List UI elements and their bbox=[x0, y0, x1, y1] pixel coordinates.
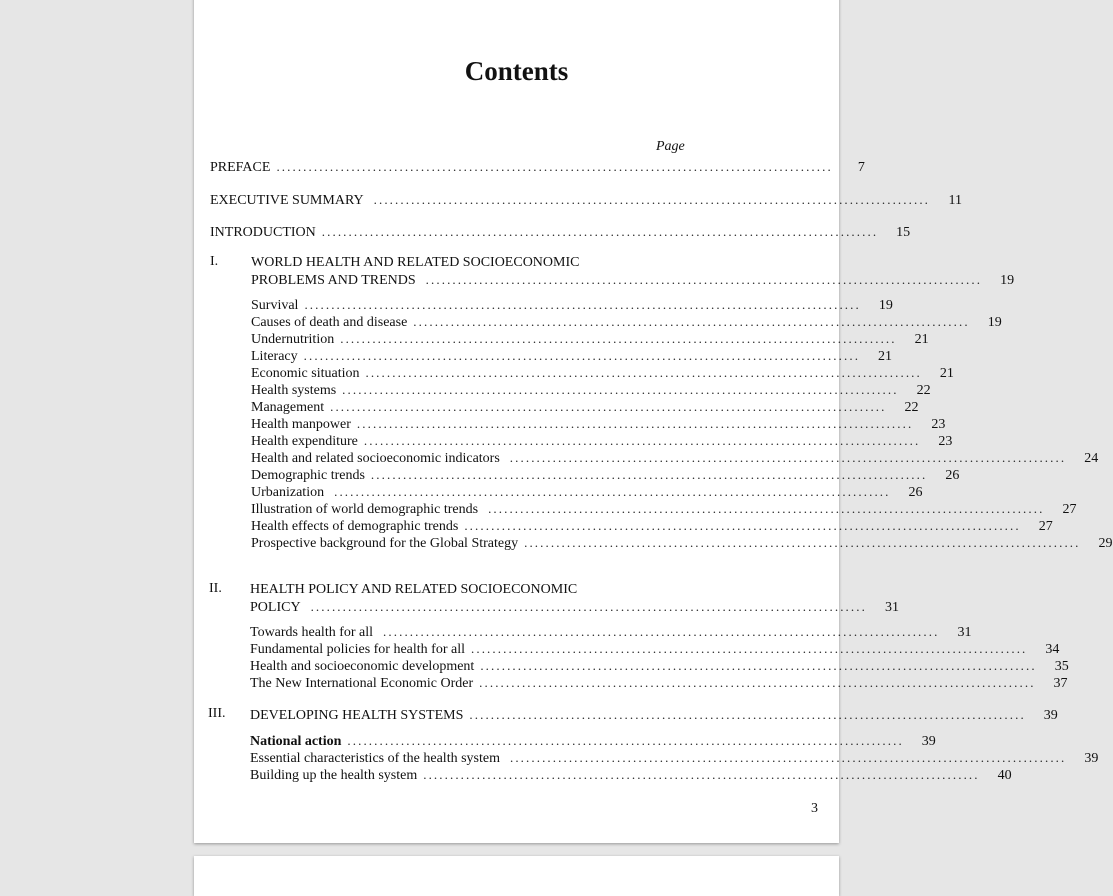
toc-entry-label: Literacy bbox=[251, 349, 298, 364]
next-page bbox=[194, 856, 839, 896]
toc-entry-page: 39 bbox=[1084, 751, 1099, 766]
leader-dots: ........................................................................................................ bbox=[464, 518, 1021, 533]
leader-dots: ........................................................................................................ bbox=[524, 535, 1081, 550]
toc-entry-label: Causes of death and disease bbox=[251, 315, 408, 330]
leader-dots: ........................................................................................................ bbox=[469, 707, 1026, 722]
toc-entry[interactable] bbox=[251, 364, 954, 382]
toc-entry-label: Economic situation bbox=[251, 366, 360, 381]
toc-entry-page: 39 bbox=[1043, 708, 1058, 723]
leader-dots: ........................................................................................................ bbox=[373, 192, 931, 207]
toc-entry-label: Management bbox=[251, 400, 325, 415]
toc-entry-executive-summary[interactable] bbox=[210, 191, 963, 209]
toc-entry-label: Undernutrition bbox=[251, 332, 335, 347]
toc-entry-label: Health and related socioeconomic indicators bbox=[251, 451, 500, 466]
toc-entry[interactable] bbox=[251, 398, 919, 416]
leader-dots: ........................................................................................................ bbox=[488, 501, 1045, 516]
toc-entry-label: Towards health for all bbox=[250, 625, 374, 640]
toc-entry-page: 21 bbox=[939, 366, 954, 381]
leader-dots: ........................................................................................................ bbox=[276, 159, 833, 174]
section-title: HEALTH POLICY AND RELATED SOCIOECONOMIC bbox=[250, 582, 578, 597]
leader-dots: ........................................................................................................ bbox=[304, 297, 861, 312]
toc-entry-label: Health and socioeconomic development bbox=[250, 659, 475, 674]
leader-dots: ........................................................................................................ bbox=[509, 450, 1067, 465]
toc-entry-label: Fundamental policies for health for all bbox=[250, 642, 465, 657]
section-heading-entry[interactable] bbox=[251, 271, 1015, 289]
leader-dots: ........................................................................................................ bbox=[471, 641, 1028, 656]
leader-dots: ........................................................................................................ bbox=[425, 272, 983, 287]
leader-dots: ........................................................................................................ bbox=[383, 624, 940, 639]
leader-dots: ........................................................................................................ bbox=[334, 484, 891, 499]
toc-entry[interactable] bbox=[250, 657, 1069, 675]
toc-entry-label: DEVELOPING HEALTH SYSTEMS bbox=[250, 708, 464, 723]
toc-entry-page: 26 bbox=[945, 468, 960, 483]
leader-dots: ........................................................................................................ bbox=[365, 365, 922, 380]
toc-entry-label: PREFACE bbox=[210, 160, 271, 175]
toc-entry-page: 22 bbox=[916, 383, 931, 398]
toc-entry[interactable] bbox=[251, 500, 1077, 518]
section-heading-entry[interactable] bbox=[250, 598, 899, 616]
toc-entry[interactable] bbox=[250, 674, 1068, 692]
leader-dots: ........................................................................................................ bbox=[342, 382, 899, 397]
toc-entry-page: 19 bbox=[878, 298, 893, 313]
toc-entry-label: Urbanization bbox=[251, 485, 325, 500]
toc-entry[interactable] bbox=[250, 732, 936, 750]
leader-dots: ........................................................................................................ bbox=[363, 433, 921, 448]
leader-dots: ........................................................................................................ bbox=[321, 224, 879, 239]
toc-entry-label: Health expenditure bbox=[251, 434, 358, 449]
section-numeral: II. bbox=[209, 581, 222, 596]
toc-entry[interactable] bbox=[251, 483, 923, 501]
toc-entry-label: PROBLEMS AND TRENDS bbox=[251, 273, 416, 288]
toc-entry-label: Essential characteristics of the health system bbox=[250, 751, 500, 766]
toc-entry-page: 31 bbox=[884, 600, 899, 615]
toc-entry-label: Health manpower bbox=[251, 417, 351, 432]
leader-dots: ........................................................................................................ bbox=[330, 399, 887, 414]
leader-dots: ........................................................................................................ bbox=[413, 314, 970, 329]
toc-entry-preface[interactable] bbox=[210, 158, 865, 176]
section-title: WORLD HEALTH AND RELATED SOCIOECONOMIC bbox=[251, 255, 580, 270]
toc-entry-label: Demographic trends bbox=[251, 468, 365, 483]
toc-entry-label: Illustration of world demographic trends bbox=[251, 502, 479, 517]
toc-entry-page: 24 bbox=[1084, 451, 1099, 466]
toc-entry[interactable] bbox=[251, 466, 960, 484]
toc-entry-label: Survival bbox=[251, 298, 299, 313]
toc-entry[interactable] bbox=[251, 381, 931, 399]
leader-dots: ........................................................................................................ bbox=[423, 767, 980, 782]
toc-entry-label: The New International Economic Order bbox=[250, 676, 474, 691]
toc-entry-page: 27 bbox=[1062, 502, 1077, 517]
leader-dots: ........................................................................................................ bbox=[480, 658, 1037, 673]
document-page bbox=[194, 0, 1113, 843]
toc-entry-page: 7 bbox=[857, 160, 865, 175]
page-column-header: Page bbox=[656, 139, 685, 154]
toc-entry-page: 34 bbox=[1045, 642, 1060, 657]
toc-entry-page: 39 bbox=[921, 734, 936, 749]
leader-dots: ........................................................................................................ bbox=[340, 331, 897, 346]
leader-dots: ........................................................................................................ bbox=[370, 467, 928, 482]
toc-entry-label: INTRODUCTION bbox=[210, 225, 316, 240]
toc-entry[interactable] bbox=[251, 347, 893, 365]
toc-entry-label: EXECUTIVE SUMMARY bbox=[210, 193, 364, 208]
section-heading-entry[interactable] bbox=[250, 706, 1058, 724]
leader-dots: ........................................................................................................ bbox=[509, 750, 1067, 765]
toc-entry[interactable] bbox=[251, 296, 893, 314]
toc-entry-label: National action bbox=[250, 734, 342, 749]
leader-dots: ........................................................................................................ bbox=[303, 348, 861, 363]
page-number: 3 bbox=[811, 801, 818, 816]
toc-entry-label: Health systems bbox=[251, 383, 337, 398]
section-numeral: I. bbox=[210, 254, 219, 269]
toc-entry-page: 21 bbox=[914, 332, 929, 347]
toc-entry-page: 35 bbox=[1054, 659, 1069, 674]
toc-entry-page: 27 bbox=[1038, 519, 1053, 534]
toc-entry-page: 26 bbox=[908, 485, 923, 500]
toc-entry[interactable] bbox=[251, 534, 1113, 552]
toc-entry[interactable] bbox=[251, 330, 929, 348]
toc-entry-label: Health effects of demographic trends bbox=[251, 519, 459, 534]
toc-entry[interactable] bbox=[251, 432, 953, 450]
toc-entry[interactable] bbox=[250, 749, 1099, 767]
toc-entry[interactable] bbox=[251, 313, 1002, 331]
toc-entry-page: 40 bbox=[997, 768, 1012, 783]
toc-entry-page: 29 bbox=[1098, 536, 1113, 551]
toc-entry-page: 21 bbox=[878, 349, 893, 364]
toc-entry-page: 15 bbox=[896, 225, 911, 240]
toc-entry-label: POLICY bbox=[250, 600, 301, 615]
leader-dots: ........................................................................................................ bbox=[479, 675, 1036, 690]
toc-entry-page: 11 bbox=[948, 193, 963, 208]
toc-entry-page: 23 bbox=[938, 434, 953, 449]
toc-entry[interactable] bbox=[250, 623, 972, 641]
toc-entry[interactable] bbox=[251, 517, 1053, 535]
toc-entry-page: 23 bbox=[931, 417, 946, 432]
toc-entry-page: 31 bbox=[957, 625, 972, 640]
toc-entry[interactable] bbox=[251, 449, 1099, 467]
leader-dots: ........................................................................................................ bbox=[347, 733, 904, 748]
toc-entry[interactable] bbox=[250, 640, 1060, 658]
toc-entry-label: Building up the health system bbox=[250, 768, 418, 783]
toc-entry[interactable] bbox=[250, 766, 1012, 784]
leader-dots: ........................................................................................................ bbox=[356, 416, 914, 431]
toc-entry-page: 22 bbox=[904, 400, 919, 415]
leader-dots: ........................................................................................................ bbox=[310, 599, 867, 614]
section-numeral: III. bbox=[208, 706, 226, 721]
toc-entry-label: Prospective background for the Global Strategy bbox=[251, 536, 519, 551]
page-title: Contents bbox=[464, 56, 569, 86]
toc-entry-page: 19 bbox=[987, 315, 1002, 330]
toc-entry-page: 37 bbox=[1053, 676, 1068, 691]
toc-entry[interactable] bbox=[251, 415, 946, 433]
toc-entry-introduction[interactable] bbox=[210, 223, 911, 241]
toc-entry-page: 19 bbox=[1000, 273, 1015, 288]
